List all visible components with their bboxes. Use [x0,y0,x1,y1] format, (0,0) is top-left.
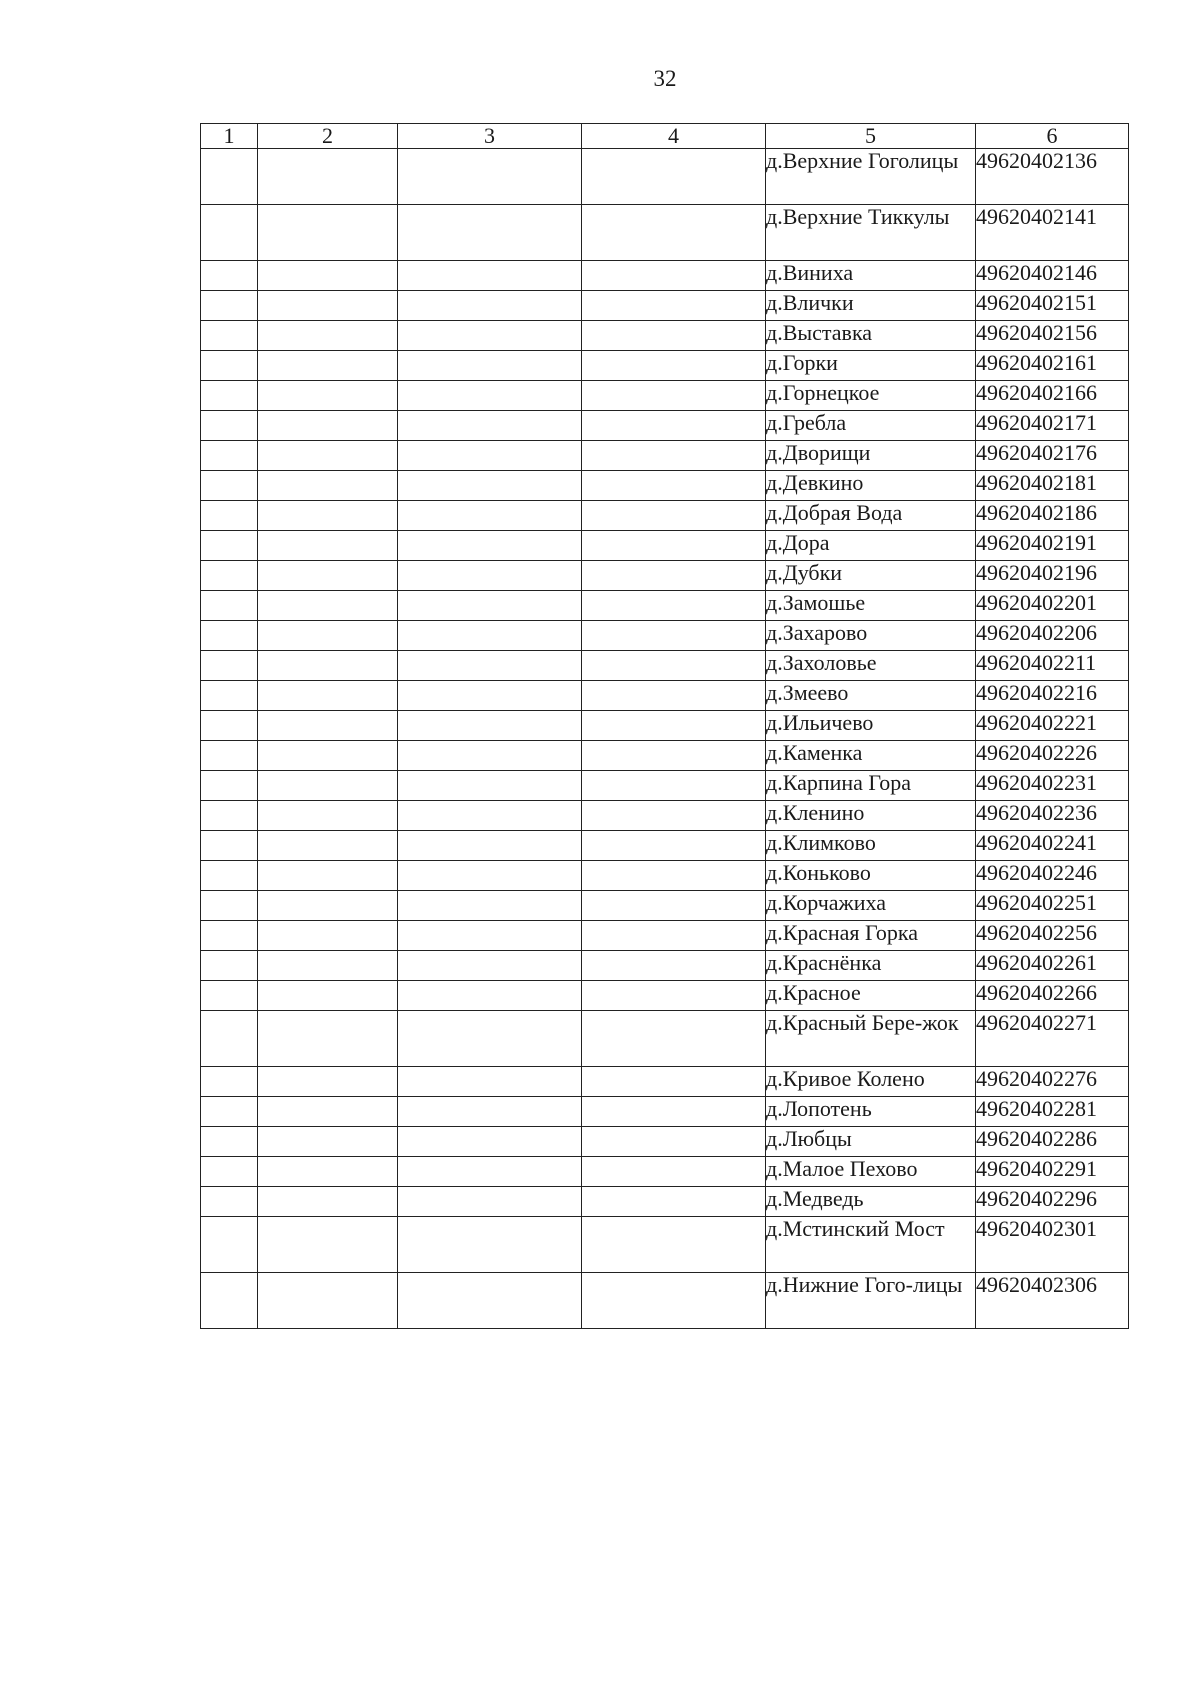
settlement-name: д.Каменка [766,741,976,771]
empty-cell [201,831,258,861]
oktmo-code: 49620402171 [976,411,1129,441]
column-header-2: 2 [258,124,398,149]
oktmo-code: 49620402206 [976,621,1129,651]
empty-cell [201,1187,258,1217]
empty-cell [582,441,766,471]
oktmo-code: 49620402226 [976,741,1129,771]
empty-cell [398,1157,582,1187]
table-row [201,1097,1129,1127]
table-row [201,471,1129,501]
empty-cell [258,711,398,741]
empty-cell [258,861,398,891]
empty-cell [582,621,766,651]
oktmo-code: 49620402286 [976,1127,1129,1157]
column-header-4: 4 [582,124,766,149]
empty-cell [582,261,766,291]
oktmo-code: 49620402221 [976,711,1129,741]
empty-cell [201,381,258,411]
table-row [201,561,1129,591]
empty-cell [258,261,398,291]
empty-cell [398,291,582,321]
empty-cell [258,681,398,711]
empty-cell [258,1273,398,1329]
column-header-6: 6 [976,124,1129,149]
empty-cell [398,501,582,531]
settlement-name: д.Захоловье [766,651,976,681]
empty-cell [258,291,398,321]
empty-cell [201,711,258,741]
table-row [201,531,1129,561]
settlement-name: д.Дора [766,531,976,561]
table-row [201,321,1129,351]
empty-cell [258,441,398,471]
empty-cell [258,561,398,591]
empty-cell [398,921,582,951]
table-row [201,831,1129,861]
empty-cell [582,711,766,741]
empty-cell [582,1127,766,1157]
empty-cell [258,205,398,261]
settlement-name: д.Карпина Гора [766,771,976,801]
table-row [201,981,1129,1011]
empty-cell [398,351,582,381]
empty-cell [258,1097,398,1127]
settlement-name: д.Виниха [766,261,976,291]
empty-cell [258,1187,398,1217]
settlement-name: д.Красное [766,981,976,1011]
empty-cell [398,771,582,801]
empty-cell [582,1157,766,1187]
empty-cell [201,501,258,531]
empty-cell [398,441,582,471]
oktmo-code: 49620402156 [976,321,1129,351]
empty-cell [201,1273,258,1329]
empty-cell [201,951,258,981]
settlement-name: д.Добрая Вода [766,501,976,531]
settlement-name: д.Любцы [766,1127,976,1157]
table-row [201,891,1129,921]
oktmo-code: 49620402151 [976,291,1129,321]
oktmo-code: 49620402181 [976,471,1129,501]
empty-cell [582,205,766,261]
table-row [201,1127,1129,1157]
empty-cell [398,261,582,291]
empty-cell [201,921,258,951]
empty-cell [201,149,258,205]
empty-cell [258,351,398,381]
empty-cell [582,381,766,411]
empty-cell [258,921,398,951]
settlement-name: д.Гребла [766,411,976,441]
settlement-name: д.Лопотень [766,1097,976,1127]
empty-cell [582,921,766,951]
settlement-name: д.Горнецкое [766,381,976,411]
empty-cell [398,891,582,921]
empty-cell [258,471,398,501]
oktmo-code: 49620402141 [976,205,1129,261]
empty-cell [398,411,582,441]
empty-cell [398,591,582,621]
settlement-name: д.Дворищи [766,441,976,471]
empty-cell [201,1217,258,1273]
settlement-name: д.Замошье [766,591,976,621]
empty-cell [258,981,398,1011]
table-row [201,621,1129,651]
empty-cell [398,831,582,861]
empty-cell [201,801,258,831]
settlement-name: д.Кленино [766,801,976,831]
empty-cell [258,651,398,681]
empty-cell [201,981,258,1011]
table-row [201,711,1129,741]
settlement-name: д.Красный Бере-жок [766,1011,976,1067]
empty-cell [582,801,766,831]
empty-cell [398,621,582,651]
empty-cell [582,891,766,921]
oktmo-code: 49620402136 [976,149,1129,205]
empty-cell [201,1097,258,1127]
table-row [201,381,1129,411]
empty-cell [582,531,766,561]
empty-cell [582,741,766,771]
table-row [201,441,1129,471]
table-row [201,1067,1129,1097]
empty-cell [398,801,582,831]
empty-cell [398,531,582,561]
settlement-name: д.Коньково [766,861,976,891]
empty-cell [201,741,258,771]
empty-cell [398,651,582,681]
table-row [201,411,1129,441]
table-row [201,351,1129,381]
empty-cell [582,951,766,981]
oktmo-code: 49620402146 [976,261,1129,291]
oktmo-code: 49620402281 [976,1097,1129,1127]
empty-cell [398,561,582,591]
oktmo-code: 49620402246 [976,861,1129,891]
empty-cell [582,149,766,205]
table-row [201,1011,1129,1067]
oktmo-code: 49620402211 [976,651,1129,681]
empty-cell [582,771,766,801]
oktmo-code: 49620402256 [976,921,1129,951]
empty-cell [258,501,398,531]
empty-cell [398,1127,582,1157]
empty-cell [582,861,766,891]
empty-cell [258,621,398,651]
oktmo-code: 49620402301 [976,1217,1129,1273]
empty-cell [398,149,582,205]
empty-cell [398,1011,582,1067]
empty-cell [258,1127,398,1157]
oktmo-code: 49620402166 [976,381,1129,411]
empty-cell [582,1273,766,1329]
empty-cell [582,1097,766,1127]
empty-cell [258,411,398,441]
empty-cell [582,291,766,321]
settlement-name: д.Горки [766,351,976,381]
empty-cell [258,531,398,561]
table-row [201,861,1129,891]
table-row [201,651,1129,681]
empty-cell [201,651,258,681]
table-row [201,1217,1129,1273]
table-row [201,261,1129,291]
empty-cell [201,531,258,561]
oktmo-code: 49620402186 [976,501,1129,531]
empty-cell [258,831,398,861]
empty-cell [398,1217,582,1273]
empty-cell [201,411,258,441]
table-row [201,1187,1129,1217]
table-row [201,205,1129,261]
empty-cell [398,1273,582,1329]
oktmo-code: 49620402276 [976,1067,1129,1097]
empty-cell [582,981,766,1011]
empty-cell [201,205,258,261]
empty-cell [258,951,398,981]
empty-cell [201,771,258,801]
empty-cell [582,591,766,621]
settlement-name: д.Краснёнка [766,951,976,981]
empty-cell [258,149,398,205]
settlement-name: д.Кривое Колено [766,1067,976,1097]
empty-cell [201,891,258,921]
oktmo-code: 49620402296 [976,1187,1129,1217]
empty-cell [258,1011,398,1067]
oktmo-code: 49620402241 [976,831,1129,861]
empty-cell [398,381,582,411]
empty-cell [398,981,582,1011]
empty-cell [582,681,766,711]
table-row [201,741,1129,771]
empty-cell [201,351,258,381]
oktmo-code: 49620402271 [976,1011,1129,1067]
oktmo-code: 49620402261 [976,951,1129,981]
empty-cell [582,561,766,591]
empty-cell [398,321,582,351]
empty-cell [258,771,398,801]
table-row [201,1273,1129,1329]
page-number: 32 [653,66,677,91]
settlement-name: д.Корчажиха [766,891,976,921]
empty-cell [398,681,582,711]
settlement-name: д.Змеево [766,681,976,711]
empty-cell [398,1097,582,1127]
settlement-name: д.Нижние Гого-лицы [766,1273,976,1329]
settlement-name: д.Климково [766,831,976,861]
empty-cell [258,321,398,351]
empty-cell [258,801,398,831]
oktmo-code: 49620402216 [976,681,1129,711]
table-row [201,291,1129,321]
empty-cell [398,471,582,501]
settlement-name: д.Верхние Тиккулы [766,205,976,261]
empty-cell [398,861,582,891]
empty-cell [258,891,398,921]
oktmo-code: 49620402231 [976,771,1129,801]
empty-cell [398,1067,582,1097]
column-header-3: 3 [398,124,582,149]
empty-cell [398,1187,582,1217]
oktmo-code: 49620402201 [976,591,1129,621]
empty-cell [582,651,766,681]
empty-cell [258,1157,398,1187]
settlement-table [200,123,1129,1329]
empty-cell [201,1067,258,1097]
empty-cell [201,321,258,351]
empty-cell [201,681,258,711]
settlement-name: д.Дубки [766,561,976,591]
settlement-name: д.Девкино [766,471,976,501]
table-row [201,1157,1129,1187]
oktmo-code: 49620402176 [976,441,1129,471]
oktmo-code: 49620402291 [976,1157,1129,1187]
settlement-name: д.Мстинский Мост [766,1217,976,1273]
empty-cell [398,741,582,771]
oktmo-code: 49620402161 [976,351,1129,381]
empty-cell [258,1217,398,1273]
empty-cell [582,411,766,441]
table-row [201,681,1129,711]
empty-cell [398,205,582,261]
oktmo-code: 49620402191 [976,531,1129,561]
empty-cell [201,291,258,321]
settlement-name: д.Красная Горка [766,921,976,951]
empty-cell [398,951,582,981]
table-row [201,149,1129,205]
empty-cell [201,441,258,471]
empty-cell [582,1187,766,1217]
empty-cell [201,1011,258,1067]
table-row [201,591,1129,621]
table-row [201,801,1129,831]
empty-cell [582,321,766,351]
oktmo-code: 49620402196 [976,561,1129,591]
empty-cell [582,351,766,381]
settlement-name: д.Медведь [766,1187,976,1217]
empty-cell [398,711,582,741]
oktmo-code: 49620402251 [976,891,1129,921]
column-header-1: 1 [201,124,258,149]
settlement-name: д.Выставка [766,321,976,351]
empty-cell [258,591,398,621]
empty-cell [582,1217,766,1273]
empty-cell [582,471,766,501]
column-header-5: 5 [766,124,976,149]
settlement-name: д.Ильичево [766,711,976,741]
settlement-name: д.Верхние Гоголицы [766,149,976,205]
table-row [201,951,1129,981]
empty-cell [258,381,398,411]
empty-cell [582,501,766,531]
settlement-name: д.Малое Пехово [766,1157,976,1187]
empty-cell [258,741,398,771]
empty-cell [258,1067,398,1097]
oktmo-code: 49620402266 [976,981,1129,1011]
empty-cell [582,1011,766,1067]
empty-cell [201,1127,258,1157]
empty-cell [201,261,258,291]
empty-cell [201,1157,258,1187]
empty-cell [582,1067,766,1097]
settlement-name: д.Захарово [766,621,976,651]
table-header-row [201,124,1129,149]
empty-cell [201,621,258,651]
oktmo-code: 49620402236 [976,801,1129,831]
table-row [201,501,1129,531]
empty-cell [582,831,766,861]
table-row [201,771,1129,801]
table-row [201,921,1129,951]
empty-cell [201,591,258,621]
empty-cell [201,471,258,501]
oktmo-code: 49620402306 [976,1273,1129,1329]
empty-cell [201,561,258,591]
settlement-name: д.Влички [766,291,976,321]
empty-cell [201,861,258,891]
